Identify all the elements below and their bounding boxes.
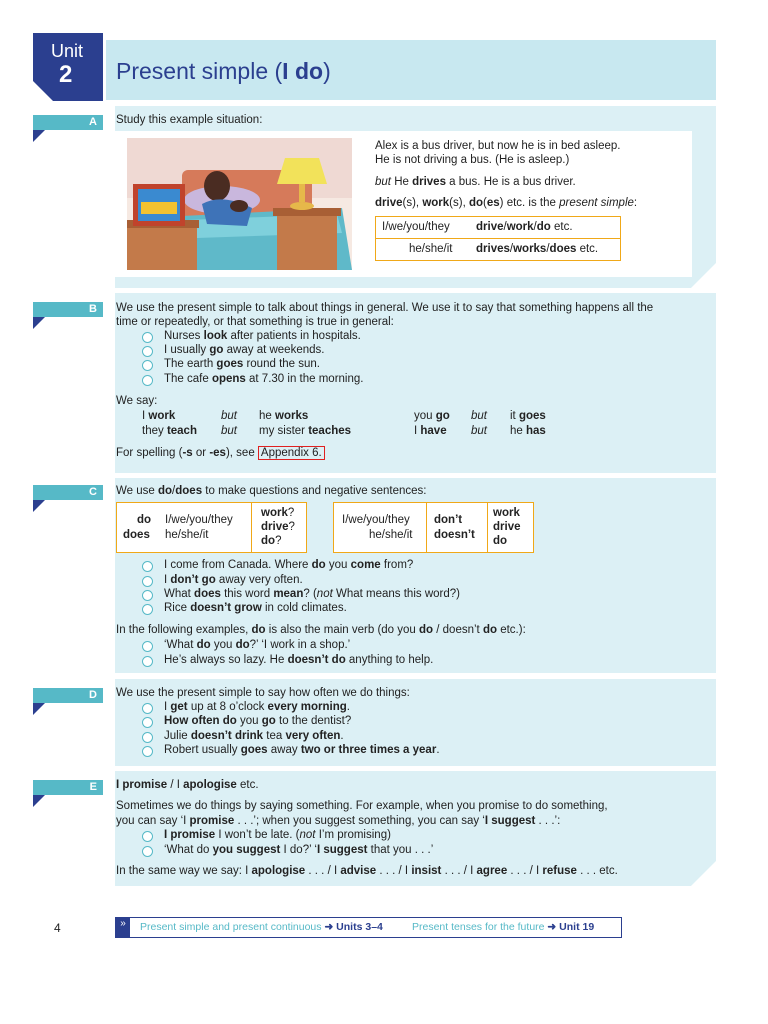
n-doesnt: doesn’t (434, 529, 475, 541)
bullet (142, 641, 153, 652)
bullet (142, 831, 153, 842)
b-r1-c1: I work (142, 410, 176, 422)
b-r2-c1: they teach (142, 425, 197, 437)
q-verb-1: work? (261, 507, 295, 519)
d-example-2: How often do you go to the dentist? (164, 715, 352, 727)
table-verbs-1: drive/work/do etc. (476, 221, 573, 233)
q-verb-2: drive? (261, 521, 295, 533)
n-subject-2: he/she/it (369, 529, 413, 541)
q-does: does (123, 529, 150, 541)
b-r1-but1: but (221, 410, 237, 422)
b-r2-c4: he has (510, 425, 546, 437)
d-example-3: Julie doesn’t drink tea very often. (164, 730, 344, 742)
bullet (142, 561, 153, 572)
bullet (142, 703, 153, 714)
bullet (142, 590, 153, 601)
b-spelling: For spelling (-s or -es), see Appendix 6. (116, 446, 325, 461)
b-we-say: We say: (116, 395, 158, 407)
c-main-verb-note: In the following examples, do is also the main verb (do you do / doesn’t do etc.): (116, 624, 526, 636)
b-example-1: Nurses look after patients in hospitals. (164, 330, 361, 342)
a-line-3: but He drives a bus. He is a bus driver. (375, 176, 576, 188)
page-number: 4 (54, 921, 61, 935)
b-r2-but1: but (221, 425, 237, 437)
section-b-tab-marker (33, 317, 45, 329)
section-d-tab: D (33, 688, 103, 703)
link-present-continuous[interactable]: Present simple and present continuous ➜ Units 3–4 (140, 921, 383, 933)
present-simple-table (375, 216, 621, 261)
n-verb-1: work (493, 507, 520, 519)
cross-reference-bar (115, 917, 622, 938)
section-d-tab-marker (33, 703, 45, 715)
c-example-3: What does this word mean? (not What means this word?) (164, 588, 460, 600)
b-r1-but2: but (471, 410, 487, 422)
section-a-intro: Study this example situation: (116, 114, 263, 126)
table-subject-1: I/we/you/they (382, 221, 450, 233)
c-example-2: I don’t go away very often. (164, 574, 303, 586)
a-line-4: drive(s), work(s), do(es) etc. is the present simple: (375, 197, 638, 209)
a-line-1: Alex is a bus driver, but now he is in bed asleep. (375, 140, 621, 152)
bullet (142, 360, 153, 371)
e-heading: I promise / I apologise etc. (116, 779, 259, 791)
bed-illustration (127, 138, 352, 270)
b-r2-c3: I have (414, 425, 447, 437)
b-para-2: time or repeatedly, or that something is true in general: (116, 316, 394, 328)
section-a-tab-marker (33, 130, 45, 142)
bullet (142, 604, 153, 615)
bullet (142, 717, 153, 728)
title-bar (106, 40, 716, 100)
e-para-2: you can say ‘I promise . . .’; when you suggest something, you can say ‘I suggest . . .’: (116, 815, 561, 827)
n-dont: don’t (434, 514, 463, 526)
bullet (142, 332, 153, 343)
b-para-1: We use the present simple to talk about things in general. We use it to say that something happens all the (116, 302, 654, 314)
d-example-1: I get up at 8 o’clock every morning. (164, 701, 350, 713)
bullet (142, 746, 153, 757)
c-intro: We use do/does to make questions and negative sentences: (116, 485, 427, 497)
section-c-tab-marker (33, 500, 45, 512)
q-do: do (137, 514, 152, 526)
bullet (142, 346, 153, 357)
bullet (142, 656, 153, 667)
a-line-2: He is not driving a bus. (He is asleep.) (375, 154, 570, 166)
bullet (142, 846, 153, 857)
unit-number: 2 (59, 61, 73, 88)
link-future-tenses[interactable]: Present tenses for the future ➜ Unit 19 (412, 921, 595, 933)
e-example-2: ‘What do you suggest I do?’ ‘I suggest that you . . .’ (164, 844, 434, 856)
c-example-5: ‘What do you do?’ ‘I work in a shop.’ (164, 639, 351, 651)
question-table (116, 502, 307, 553)
c-example-4: Rice doesn’t grow in cold climates. (164, 602, 347, 614)
negative-table (333, 502, 534, 553)
n-subject-1: I/we/you/they (342, 514, 410, 526)
section-c-tab: C (33, 485, 103, 500)
e-same-way: In the same way we say: I apologise . . . / I advise . . . / I insist . . . / I agree . . . / I refuse . . . etc. (116, 865, 618, 877)
e-para-1: Sometimes we do things by saying something. For example, when you promise to do something, (116, 800, 608, 812)
b-example-2: I usually go away at weekends. (164, 344, 325, 356)
b-example-4: The cafe opens at 7.30 in the morning. (164, 373, 364, 385)
bullet (142, 576, 153, 587)
table-subject-2: he/she/it (409, 243, 453, 255)
appendix-link[interactable]: Appendix 6. (258, 446, 325, 460)
n-verb-3: do (493, 535, 508, 547)
q-subject-2: he/she/it (165, 529, 209, 541)
b-example-3: The earth goes round the sun. (164, 358, 320, 370)
d-intro: We use the present simple to say how often we do things: (116, 687, 410, 699)
table-verbs-2: drives/works/does etc. (476, 243, 599, 255)
section-e-tab-marker (33, 795, 45, 807)
b-r1-c2: he works (259, 410, 309, 422)
n-verb-2: drive (493, 521, 521, 533)
section-a-tab: A (33, 115, 103, 130)
double-arrow-icon: » (116, 918, 130, 937)
d-example-4: Robert usually goes away two or three times a year. (164, 744, 440, 756)
bullet (142, 375, 153, 386)
unit-badge-fold (33, 81, 53, 101)
unit-label: Unit (51, 41, 84, 61)
section-b-tab: B (33, 302, 103, 317)
e-example-1: I promise I won’t be late. (not I’m promising) (164, 829, 391, 841)
bullet (142, 732, 153, 743)
q-verb-3: do? (261, 535, 282, 547)
section-e-tab: E (33, 780, 103, 795)
q-subject-1: I/we/you/they (165, 514, 233, 526)
page-title: Present simple (I do) (116, 58, 331, 84)
unit-badge (33, 33, 103, 101)
b-r2-but2: but (471, 425, 487, 437)
c-example-1: I come from Canada. Where do you come from? (164, 559, 414, 571)
b-r1-c4: it goes (510, 410, 546, 422)
b-r1-c3: you go (414, 410, 450, 422)
c-example-6: He’s always so lazy. He doesn’t do anything to help. (164, 654, 434, 666)
b-r2-c2: my sister teaches (259, 425, 352, 437)
